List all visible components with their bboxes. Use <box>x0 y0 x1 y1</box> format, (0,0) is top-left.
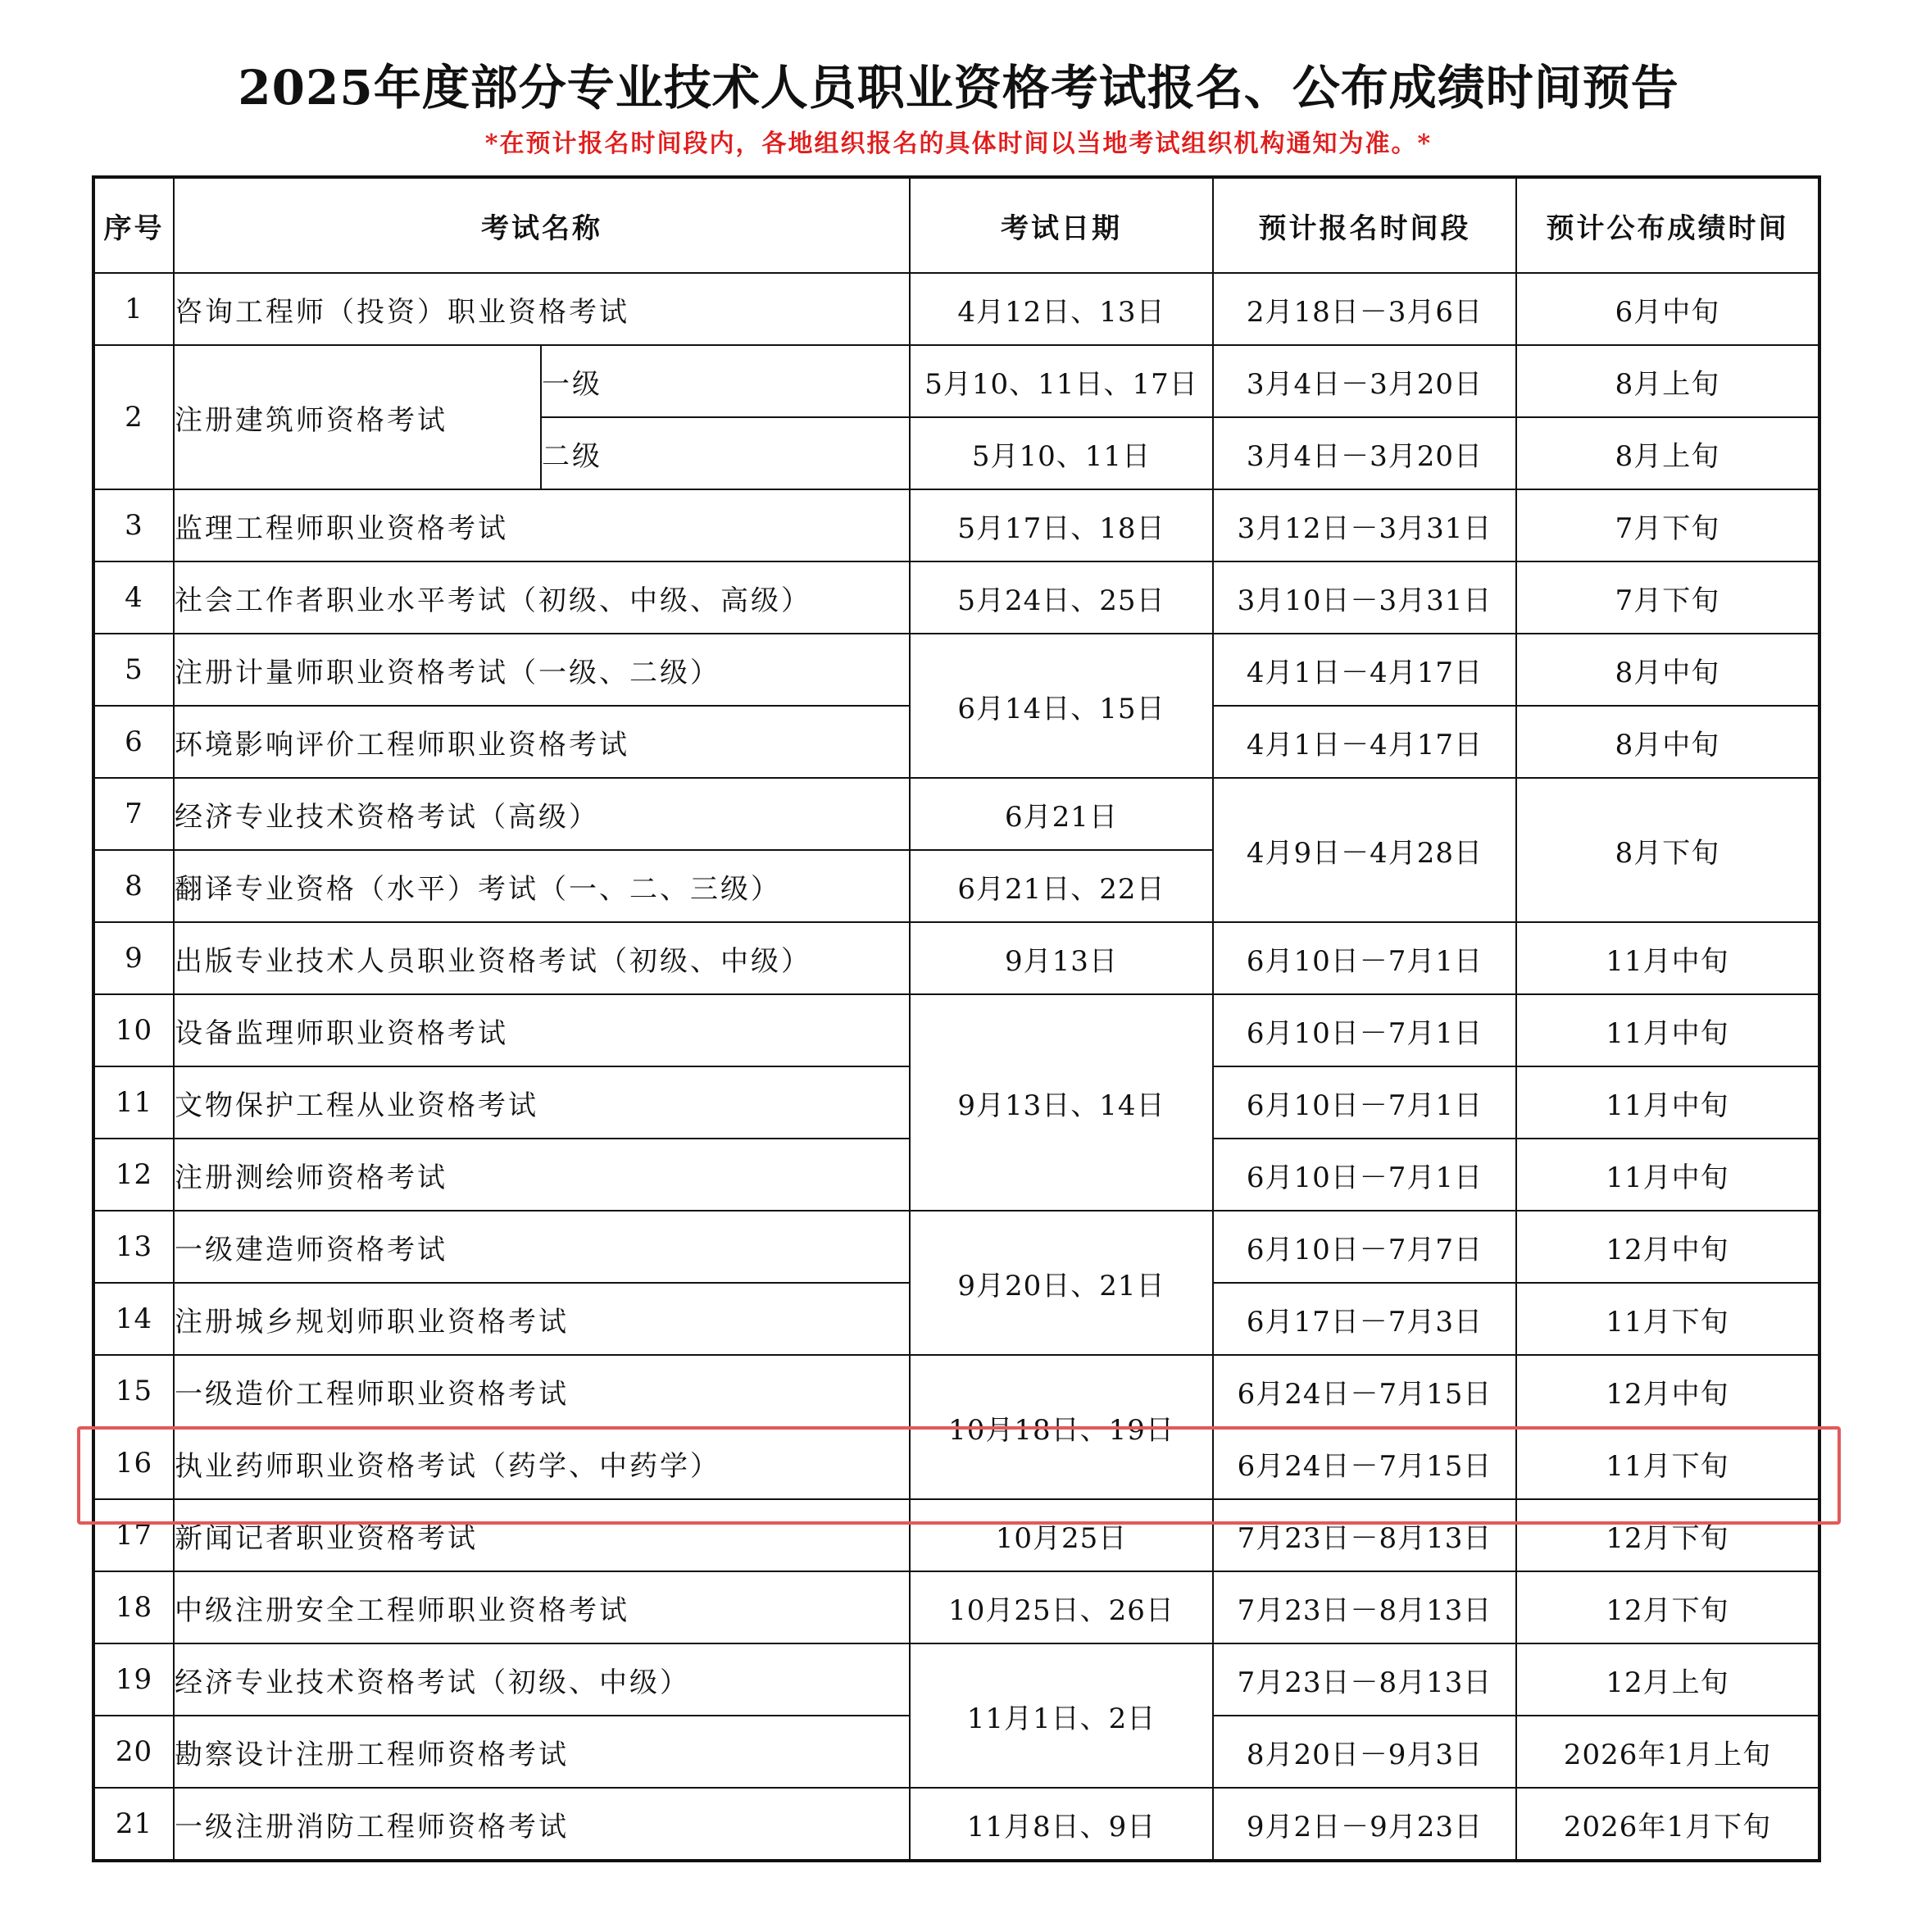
header-exam-name: 考试名称 <box>174 177 910 273</box>
exam-name: 执业药师职业资格考试（药学、中药学） <box>174 1427 910 1499</box>
row-number: 15 <box>93 1355 174 1427</box>
exam-date: 5月10、11日、17日 <box>910 345 1213 417</box>
table-row <box>93 634 1819 706</box>
exam-name: 翻译专业资格（水平）考试（一、二、三级） <box>174 850 910 922</box>
score-release: 12月下旬 <box>1516 1571 1819 1643</box>
row-number: 11 <box>93 1066 174 1139</box>
exam-name: 一级造价工程师职业资格考试 <box>174 1355 910 1427</box>
table-row <box>93 922 1819 994</box>
table-row <box>93 1643 1819 1716</box>
exam-name: 一级注册消防工程师资格考试 <box>174 1788 910 1861</box>
row-number: 6 <box>93 706 174 778</box>
registration-period: 9月2日－9月23日 <box>1213 1788 1516 1861</box>
row-number: 19 <box>93 1643 174 1716</box>
header-score-release: 预计公布成绩时间 <box>1516 177 1819 273</box>
row-number: 9 <box>93 922 174 994</box>
row-number: 17 <box>93 1499 174 1571</box>
exam-name: 经济专业技术资格考试（初级、中级） <box>174 1643 910 1716</box>
registration-period: 6月10日－7月1日 <box>1213 1066 1516 1139</box>
registration-period: 6月10日－7月7日 <box>1213 1211 1516 1283</box>
exam-name: 设备监理师职业资格考试 <box>174 994 910 1066</box>
exam-date: 6月21日 <box>910 778 1213 850</box>
row-number: 14 <box>93 1283 174 1355</box>
registration-period: 4月9日－4月28日 <box>1213 778 1516 922</box>
exam-name: 监理工程师职业资格考试 <box>174 489 910 561</box>
exam-date: 6月14日、15日 <box>910 634 1213 778</box>
score-release: 8月中旬 <box>1516 706 1819 778</box>
registration-period: 3月10日－3月31日 <box>1213 561 1516 634</box>
table-row <box>93 1788 1819 1861</box>
row-number: 3 <box>93 489 174 561</box>
registration-period: 3月4日－3月20日 <box>1213 417 1516 489</box>
exam-date: 10月18日、19日 <box>910 1355 1213 1499</box>
exam-name: 新闻记者职业资格考试 <box>174 1499 910 1571</box>
registration-period: 6月10日－7月1日 <box>1213 1139 1516 1211</box>
exam-name: 咨询工程师（投资）职业资格考试 <box>174 273 910 345</box>
header-registration-period: 预计报名时间段 <box>1213 177 1516 273</box>
exam-date: 10月25日、26日 <box>910 1571 1213 1643</box>
exam-name: 环境影响评价工程师职业资格考试 <box>174 706 910 778</box>
exam-schedule-table <box>92 175 1821 1862</box>
table-row <box>93 778 1819 850</box>
score-release: 11月中旬 <box>1516 1066 1819 1139</box>
registration-period: 7月23日－8月13日 <box>1213 1571 1516 1643</box>
score-release: 8月上旬 <box>1516 417 1819 489</box>
exam-date: 5月24日、25日 <box>910 561 1213 634</box>
score-release: 7月下旬 <box>1516 561 1819 634</box>
page-title: 2025年度部分专业技术人员职业资格考试报名、公布成绩时间预告 <box>238 60 1679 116</box>
table-row <box>93 561 1819 634</box>
row-number: 21 <box>93 1788 174 1861</box>
exam-date: 4月12日、13日 <box>910 273 1213 345</box>
score-release: 11月下旬 <box>1516 1427 1819 1499</box>
header-no: 序号 <box>93 177 174 273</box>
registration-period: 7月23日－8月13日 <box>1213 1643 1516 1716</box>
score-release: 12月中旬 <box>1516 1355 1819 1427</box>
table-row <box>93 1211 1819 1283</box>
row-number: 8 <box>93 850 174 922</box>
exam-name: 文物保护工程从业资格考试 <box>174 1066 910 1139</box>
score-release: 11月中旬 <box>1516 922 1819 994</box>
score-release: 11月中旬 <box>1516 994 1819 1066</box>
exam-date: 9月13日、14日 <box>910 994 1213 1211</box>
row-number: 10 <box>93 994 174 1066</box>
row-number: 7 <box>93 778 174 850</box>
registration-period: 4月1日－4月17日 <box>1213 634 1516 706</box>
row-number: 18 <box>93 1571 174 1643</box>
registration-period: 7月23日－8月13日 <box>1213 1499 1516 1571</box>
exam-name: 经济专业技术资格考试（高级） <box>174 778 910 850</box>
score-release: 8月中旬 <box>1516 634 1819 706</box>
table-row <box>93 1571 1819 1643</box>
registration-period: 3月12日－3月31日 <box>1213 489 1516 561</box>
row-number: 13 <box>93 1211 174 1283</box>
score-release: 8月上旬 <box>1516 345 1819 417</box>
exam-name: 勘察设计注册工程师资格考试 <box>174 1716 910 1788</box>
row-number: 12 <box>93 1139 174 1211</box>
score-release: 8月下旬 <box>1516 778 1819 922</box>
exam-name: 中级注册安全工程师职业资格考试 <box>174 1571 910 1643</box>
registration-period: 6月10日－7月1日 <box>1213 922 1516 994</box>
exam-name: 注册建筑师资格考试 <box>174 345 541 489</box>
score-release: 11月下旬 <box>1516 1283 1819 1355</box>
score-release: 12月下旬 <box>1516 1499 1819 1571</box>
exam-name: 注册城乡规划师职业资格考试 <box>174 1283 910 1355</box>
score-release: 2026年1月下旬 <box>1516 1788 1819 1861</box>
table-row <box>93 1499 1819 1571</box>
exam-date: 6月21日、22日 <box>910 850 1213 922</box>
exam-date: 10月25日 <box>910 1499 1213 1571</box>
exam-name: 出版专业技术人员职业资格考试（初级、中级） <box>174 922 910 994</box>
score-release: 12月中旬 <box>1516 1211 1819 1283</box>
row-number: 2 <box>93 345 174 489</box>
registration-period: 6月24日－7月15日 <box>1213 1427 1516 1499</box>
exam-date: 9月13日 <box>910 922 1213 994</box>
registration-period: 3月4日－3月20日 <box>1213 345 1516 417</box>
header-row <box>93 177 1819 273</box>
table-row <box>93 273 1819 345</box>
registration-period: 2月18日－3月6日 <box>1213 273 1516 345</box>
score-release: 6月中旬 <box>1516 273 1819 345</box>
exam-name: 注册测绘师资格考试 <box>174 1139 910 1211</box>
table-row <box>93 1355 1819 1427</box>
exam-level: 二级 <box>541 417 910 489</box>
score-release: 11月中旬 <box>1516 1139 1819 1211</box>
table-row <box>93 994 1819 1066</box>
registration-period: 4月1日－4月17日 <box>1213 706 1516 778</box>
notice-text: *在预计报名时间段内，各地组织报名的具体时间以当地考试组织机构通知为准。* <box>484 130 1433 158</box>
row-number: 5 <box>93 634 174 706</box>
registration-period: 6月24日－7月15日 <box>1213 1355 1516 1427</box>
header-exam-date: 考试日期 <box>910 177 1213 273</box>
table-row <box>93 489 1819 561</box>
exam-name: 一级建造师资格考试 <box>174 1211 910 1283</box>
exam-date: 5月17日、18日 <box>910 489 1213 561</box>
row-number: 4 <box>93 561 174 634</box>
exam-name: 注册计量师职业资格考试（一级、二级） <box>174 634 910 706</box>
exam-date: 11月1日、2日 <box>910 1643 1213 1788</box>
exam-date: 11月8日、9日 <box>910 1788 1213 1861</box>
exam-date: 9月20日、21日 <box>910 1211 1213 1355</box>
table-row <box>93 345 1819 417</box>
row-number: 1 <box>93 273 174 345</box>
registration-period: 6月17日－7月3日 <box>1213 1283 1516 1355</box>
exam-level: 一级 <box>541 345 910 417</box>
registration-period: 8月20日－9月3日 <box>1213 1716 1516 1788</box>
score-release: 2026年1月上旬 <box>1516 1716 1819 1788</box>
registration-period: 6月10日－7月1日 <box>1213 994 1516 1066</box>
score-release: 7月下旬 <box>1516 489 1819 561</box>
exam-name: 社会工作者职业水平考试（初级、中级、高级） <box>174 561 910 634</box>
score-release: 12月上旬 <box>1516 1643 1819 1716</box>
exam-date: 5月10、11日 <box>910 417 1213 489</box>
row-number: 16 <box>93 1427 174 1499</box>
row-number: 20 <box>93 1716 174 1788</box>
